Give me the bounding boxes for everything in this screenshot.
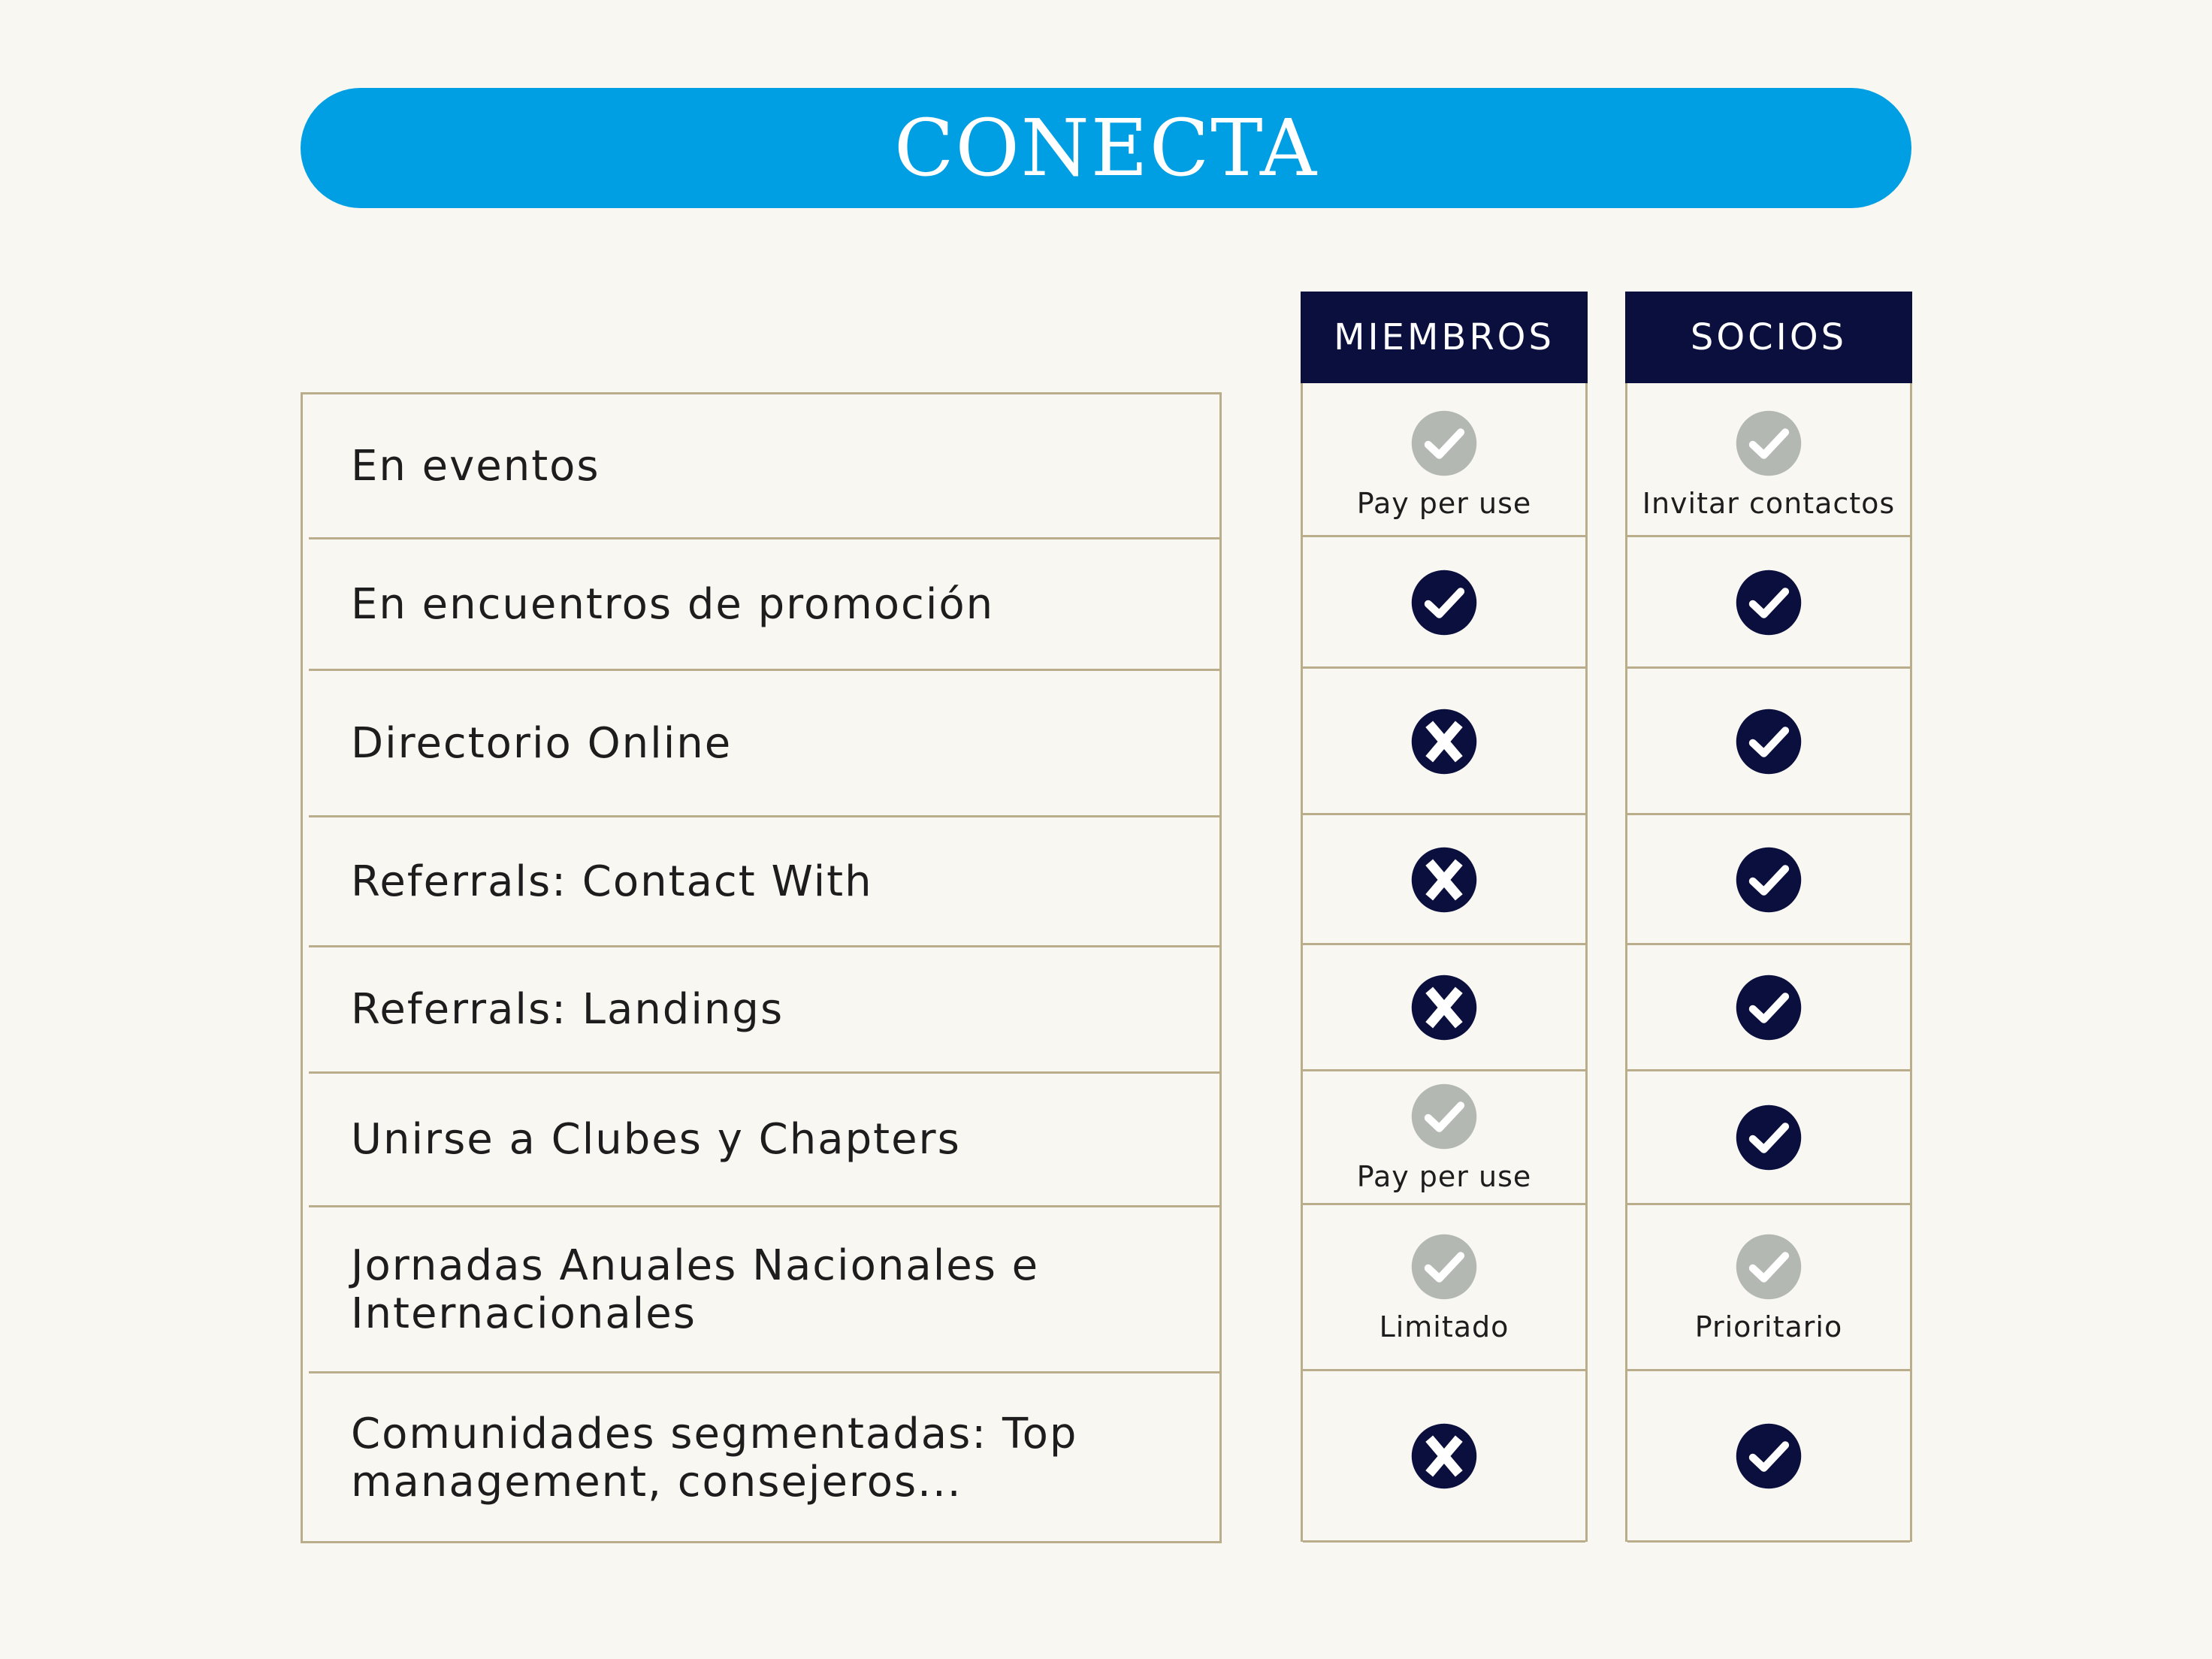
x-navy-icon [1410,845,1479,914]
feature-row [303,394,1219,539]
socios-cell [1627,668,1910,814]
socios-cell [1627,1204,1910,1370]
socios-column [1625,292,1912,1542]
check-navy-icon [1734,707,1803,776]
feature-label: En encuentros de promoción [351,579,995,629]
socios-header: SOCIOS [1625,292,1912,383]
feature-row [303,539,1219,670]
socios-cell [1627,944,1910,1071]
page-title: CONECTA [893,102,1319,194]
feature-label: Referrals: Landings [351,985,784,1034]
cell-note: Pay per use [1356,487,1532,520]
miembros-cell [1303,1071,1585,1204]
feature-label: Jornadas Anuales Nacionales e Internacionales [351,1240,1040,1338]
check-grey-icon [1734,409,1803,478]
socios-cell [1627,1370,1910,1542]
miembros-cell [1303,1370,1585,1542]
check-grey-icon [1410,1082,1479,1151]
miembros-cell [1303,536,1585,668]
feature-row [303,1073,1219,1207]
feature-row [303,817,1219,947]
feature-list [301,392,1222,1543]
cell-note: Limitado [1379,1310,1509,1343]
check-grey-icon [1410,409,1479,478]
socios-cell [1627,814,1910,944]
cell-note: Prioritario [1694,1310,1843,1343]
feature-row [303,1373,1219,1544]
miembros-column [1301,292,1588,1542]
check-grey-icon [1410,1232,1479,1301]
miembros-cell [1303,814,1585,944]
socios-cell [1627,392,1910,536]
feature-label: Unirse a Clubes y Chapters [351,1115,961,1164]
feature-row [303,947,1219,1073]
check-navy-icon [1734,568,1803,637]
miembros-header: MIEMBROS [1301,292,1588,383]
feature-label: Referrals: Contact With [351,857,873,906]
cell-divider [1627,1540,1910,1543]
check-navy-icon [1734,845,1803,914]
cell-note: Invitar contactos [1642,487,1896,520]
miembros-cell [1303,944,1585,1071]
check-navy-icon [1410,568,1479,637]
x-navy-icon [1410,1422,1479,1491]
cell-note: Pay per use [1356,1160,1532,1193]
cell-divider [1303,1540,1585,1543]
title-banner [301,88,1911,208]
feature-label: En eventos [351,442,600,491]
check-navy-icon [1734,1422,1803,1491]
miembros-cell [1303,1204,1585,1370]
feature-label: Directorio Online [351,718,733,768]
feature-label: Comunidades segmentadas: Top management, consejeros... [351,1410,1078,1506]
socios-cell [1627,1071,1910,1204]
miembros-cell [1303,392,1585,536]
miembros-cell [1303,668,1585,814]
feature-row [303,1207,1219,1373]
x-navy-icon [1410,707,1479,776]
socios-cell [1627,536,1910,668]
check-grey-icon [1734,1232,1803,1301]
check-navy-icon [1734,1103,1803,1172]
check-navy-icon [1734,973,1803,1042]
x-navy-icon [1410,973,1479,1042]
feature-row [303,670,1219,817]
